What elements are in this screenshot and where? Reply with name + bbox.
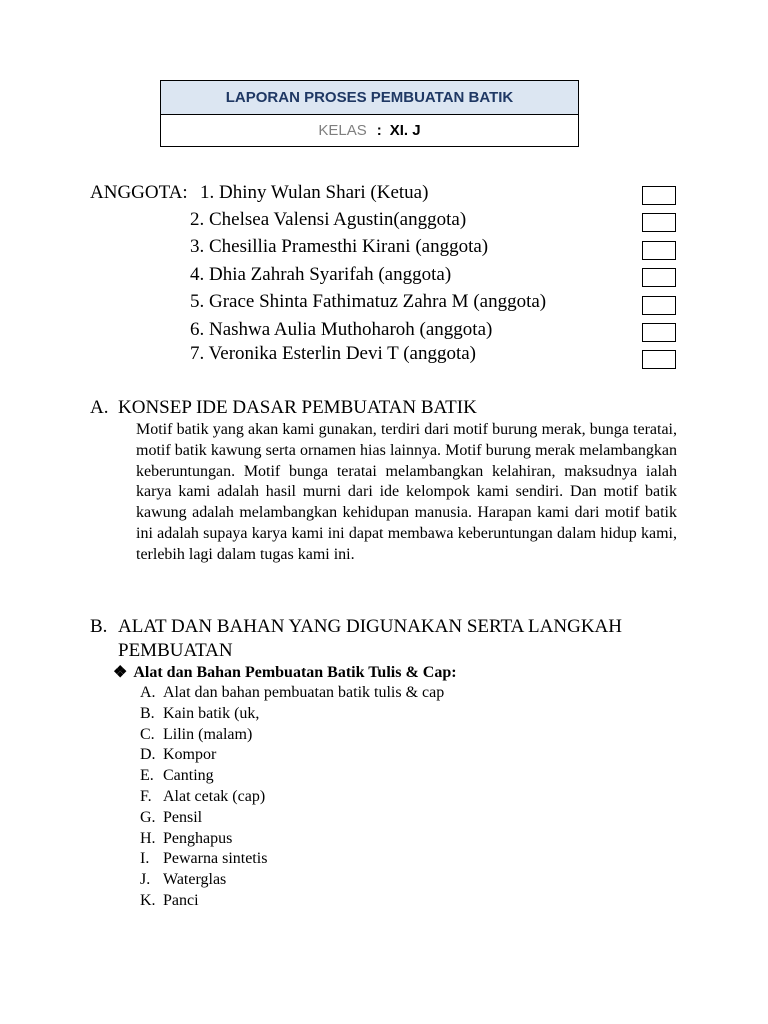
class-row <box>161 115 578 146</box>
list-text: Alat dan bahan pembuatan batik tulis & cap <box>163 684 445 701</box>
list-item <box>140 745 444 766</box>
list-item <box>140 766 444 787</box>
list-text: Pewarna sintetis <box>163 850 268 868</box>
class-separator: : <box>376 122 382 139</box>
member-checkbox-1[interactable] <box>642 186 676 205</box>
section-a-letter: A. <box>90 397 109 418</box>
member-checkbox-7[interactable] <box>642 350 676 369</box>
member-checkbox-4[interactable] <box>642 268 676 287</box>
member-item-4: 4. Dhia Zahrah Syarifah (anggota) <box>190 264 452 285</box>
members-label: ANGGOTA: <box>90 182 188 203</box>
list-item <box>140 704 444 725</box>
tools-subheading <box>113 662 457 682</box>
list-text: Waterglas <box>163 871 227 889</box>
section-a-heading <box>90 397 477 419</box>
member-item-1: 1. Dhiny Wulan Shari (Ketua) <box>200 182 429 203</box>
member-checkbox-6[interactable] <box>642 323 676 342</box>
list-text: Pensil <box>163 808 203 826</box>
report-title: LAPORAN PROSES PEMBUATAN BATIK <box>161 81 578 115</box>
member-item-6: 6. Nashwa Aulia Muthoharoh (anggota) <box>190 319 493 340</box>
list-letter: I. <box>140 850 150 868</box>
list-item <box>140 849 444 870</box>
list-letter: J. <box>140 871 151 889</box>
list-letter: K. <box>140 891 156 909</box>
member-checkbox-2[interactable] <box>642 213 676 232</box>
list-text: Panci <box>163 891 199 909</box>
member-item-7: 7. Veronika Esterlin Devi T (anggota) <box>190 343 476 364</box>
section-a-paragraph: Motif batik yang akan kami gunakan, terdiri dari motif burung merak, bunga teratai, motif batik kawung serta ornamen hias lainnya. Motif burung merak melambangkan keberuntungan. Motif bunga teratai melambangkan kelahiran, maksudnya ialah karya kami adalah hasil murni dari ide kelompok kami sendiri. Dan motif batik kawung adalah melambangkan kehidupan manusia. Harapan kami dari motif batik ini adalah supaya karya kami ini dapat membawa keberuntungan dalam hidup kami, terlebih lagi dalam tugas kami ini. <box>136 421 677 563</box>
diamond-bullet-icon: ❖ <box>113 664 128 681</box>
report-header-table <box>160 80 579 147</box>
list-text: Canting <box>163 767 214 785</box>
member-item-3: 3. Chesillia Pramesthi Kirani (anggota) <box>190 236 489 257</box>
member-item-2: 2. Chelsea Valensi Agustin(anggota) <box>190 209 467 230</box>
list-letter: G. <box>140 808 156 826</box>
member-checkbox-5[interactable] <box>642 296 676 315</box>
list-text: Lilin (malam) <box>163 725 253 743</box>
class-value: XI. J <box>389 122 421 139</box>
list-letter: D. <box>140 746 156 764</box>
tools-list <box>140 683 444 912</box>
list-item <box>140 808 444 829</box>
list-item <box>140 870 444 891</box>
list-letter: E. <box>140 767 154 785</box>
list-letter: B. <box>140 704 155 722</box>
list-letter: C. <box>140 725 155 743</box>
section-b-heading <box>90 616 622 638</box>
list-text: Kain batik (uk, <box>163 704 260 722</box>
list-item <box>140 725 444 746</box>
class-label: KELAS <box>318 122 367 139</box>
section-a-title: KONSEP IDE DASAR PEMBUATAN BATIK <box>118 397 477 418</box>
member-checkbox-3[interactable] <box>642 241 676 260</box>
list-item <box>140 683 444 704</box>
list-letter: H. <box>140 829 156 847</box>
section-b-letter: B. <box>90 616 108 637</box>
list-text: Alat cetak (cap) <box>163 787 266 805</box>
list-item <box>140 829 444 850</box>
list-text: Penghapus <box>163 829 233 847</box>
list-item <box>140 891 444 912</box>
list-item <box>140 787 444 808</box>
tools-subheading-text: Alat dan Bahan Pembuatan Batik Tulis & Cap: <box>133 664 457 681</box>
section-b-title-line1: ALAT DAN BAHAN YANG DIGUNAKAN SERTA LANGKAH <box>118 616 622 637</box>
member-item-5: 5. Grace Shinta Fathimatuz Zahra M (anggota) <box>190 291 547 312</box>
list-letter: A. <box>140 684 156 701</box>
section-b-title-line2: PEMBUATAN <box>118 640 233 661</box>
list-letter: F. <box>140 787 152 805</box>
list-text: Kompor <box>163 746 217 764</box>
